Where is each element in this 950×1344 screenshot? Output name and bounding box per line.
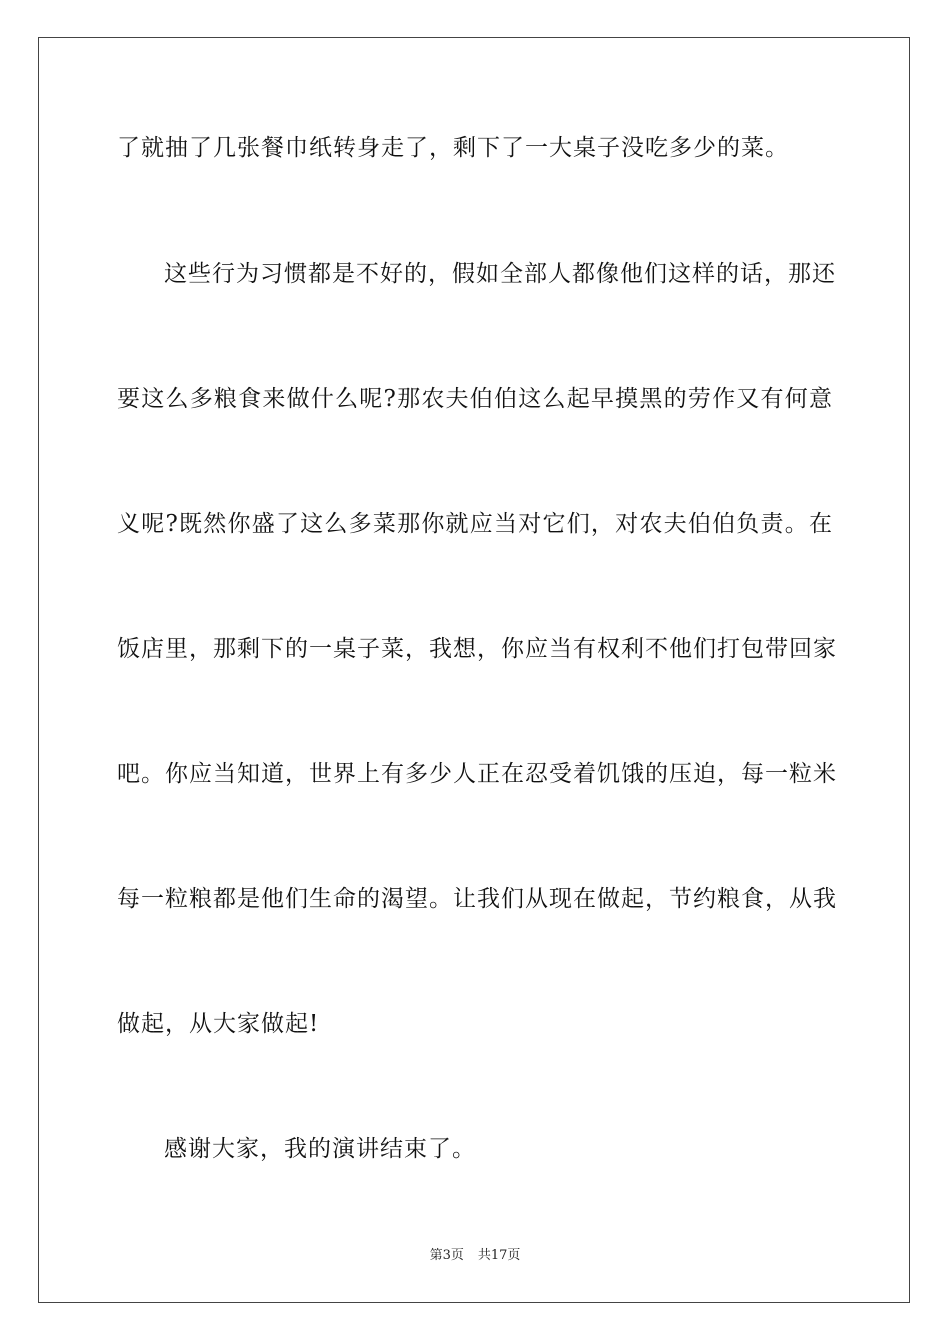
page-total: 共17页 — [477, 1248, 521, 1263]
text-line-7: 每一粒粮都是他们生命的渴望。让我们从现在做起，节约粮食，从我 — [117, 886, 837, 912]
text-line-8: 做起，从大家做起! — [117, 1011, 320, 1037]
page-border — [38, 37, 910, 1303]
text-line-5: 饭店里，那剩下的一桌子菜，我想，你应当有权利不他们打包带回家 — [117, 636, 837, 662]
text-line-9: 感谢大家，我的演讲结束了。 — [164, 1136, 476, 1162]
page-footer — [0, 1247, 950, 1265]
page-number: 第3页 — [429, 1248, 464, 1263]
text-line-6: 吧。你应当知道，世界上有多少人正在忍受着饥饿的压迫，每一粒米 — [117, 761, 837, 787]
text-line-1: 了就抽了几张餐巾纸转身走了，剩下了一大桌子没吃多少的菜。 — [117, 135, 789, 161]
text-line-3: 要这么多粮食来做什么呢?那农夫伯伯这么起早摸黑的劳作又有何意 — [117, 386, 833, 412]
text-line-4: 义呢?既然你盛了这么多菜那你就应当对它们，对农夫伯伯负责。在 — [117, 511, 833, 537]
text-line-2: 这些行为习惯都是不好的，假如全部人都像他们这样的话，那还 — [164, 261, 836, 287]
